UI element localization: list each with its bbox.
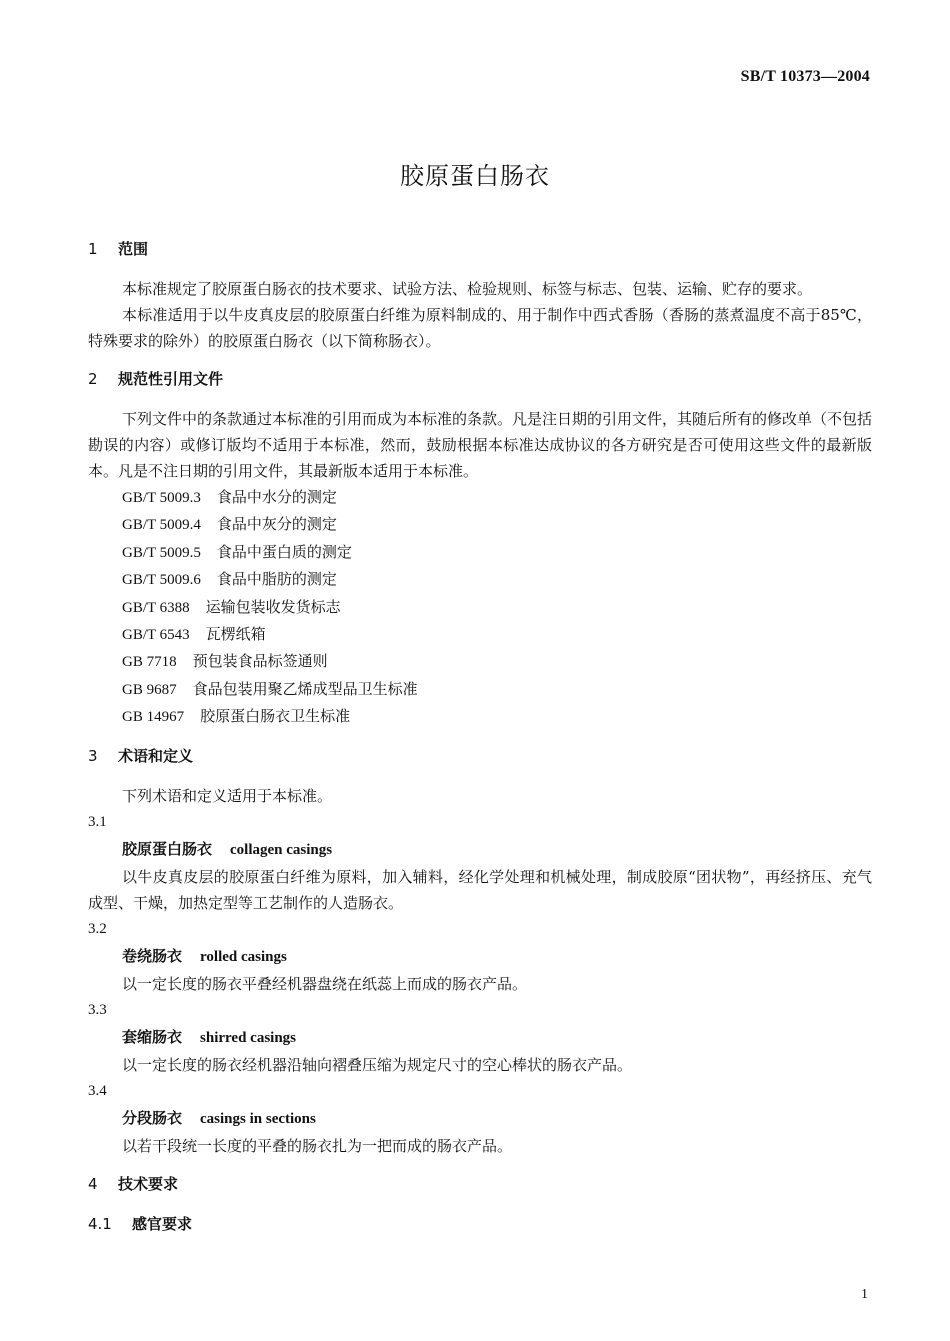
- reference-item: GB/T 5009.6 食品中脂肪的测定: [122, 570, 337, 589]
- reference-item: GB 7718 预包装食品标签通则: [122, 652, 328, 671]
- reference-item: GB/T 5009.3 食品中水分的测定: [122, 488, 337, 506]
- term-definition: 以一定长度的肠衣经机器沿轴向褶叠压缩为规定尺寸的空心棒状的肠衣产品。: [122, 1055, 633, 1074]
- term-title: 套缩肠衣 shirred casings: [122, 1027, 296, 1046]
- term-title: 分段肠衣 casings in sections: [122, 1108, 316, 1127]
- document-body: [88, 236, 872, 1237]
- reference-item: GB 9687 食品包装用聚乙烯成型品卫生标准: [122, 679, 418, 698]
- term-title: 卷绕肠衣 rolled casings: [122, 946, 287, 965]
- term-number: 3.2: [88, 920, 107, 937]
- paragraph: 本标准规定了胶原蛋白肠衣的技术要求、试验方法、检验规则、标签与标志、包装、运输、贮存的要求。: [122, 280, 813, 298]
- term-title: 胶原蛋白肠衣 collagen casings: [122, 839, 333, 858]
- section-heading: 1 范围: [88, 240, 149, 258]
- standard-code-header: SB/T 10373—2004: [740, 68, 870, 85]
- paragraph: 下列文件中的条款通过本标准的引用而成为本标准的条款。凡是注日期的引用文件，其随后所有的修改单（不包括勘误的内容）或修订版均不适用于本标准，然而，鼓励根据本标准达成协议的各方研究是否可使用这些文件的最新版本。凡是不注日期的引用文件，其最新版本适用于本标准。: [88, 410, 873, 480]
- term-definition: 以一定长度的肠衣平叠经机器盘绕在纸蕊上而成的肠衣产品。: [122, 974, 528, 993]
- term-number: 3.3: [88, 1001, 107, 1018]
- reference-item: GB 14967 胶原蛋白肠衣卫生标准: [122, 707, 351, 726]
- term-definition: 以若干段统一长度的平叠的肠衣扎为一把而成的肠衣产品。: [122, 1136, 513, 1155]
- document-title: 胶原蛋白肠衣: [400, 162, 550, 190]
- subsection-heading: 4.1 感官要求: [88, 1214, 193, 1233]
- reference-item: GB/T 6388 运输包装收发货标志: [122, 597, 341, 616]
- section-heading: 4 技术要求: [88, 1174, 179, 1193]
- reference-item: GB/T 5009.5 食品中蛋白质的测定: [122, 542, 352, 561]
- paragraph: 下列术语和定义适用于本标准。: [122, 786, 333, 805]
- reference-item: GB/T 5009.4 食品中灰分的测定: [122, 515, 337, 534]
- term-number: 3.1: [88, 813, 107, 830]
- term-number: 3.4: [88, 1082, 107, 1099]
- page-number: 1: [861, 1287, 868, 1302]
- reference-list: [88, 484, 872, 731]
- section-heading: 2 规范性引用文件: [88, 370, 224, 388]
- term-definition: 以牛皮真皮层的胶原蛋白纤维为原料，加入辅料，经化学处理和机械处理，制成胶原“团状物”，再经挤压、充气成型、干燥，加热定型等工艺制作的人造肠衣。: [88, 867, 872, 912]
- reference-item: GB/T 6543 瓦楞纸箱: [122, 625, 266, 644]
- paragraph: 本标准适用于以牛皮真皮层的胶原蛋白纤维为原料制成的、用于制作中西式香肠（香肠的蒸煮温度不高于85℃，特殊要求的除外）的胶原蛋白肠衣（以下简称肠衣）。: [88, 306, 872, 350]
- section-heading: 3 术语和定义: [88, 746, 194, 765]
